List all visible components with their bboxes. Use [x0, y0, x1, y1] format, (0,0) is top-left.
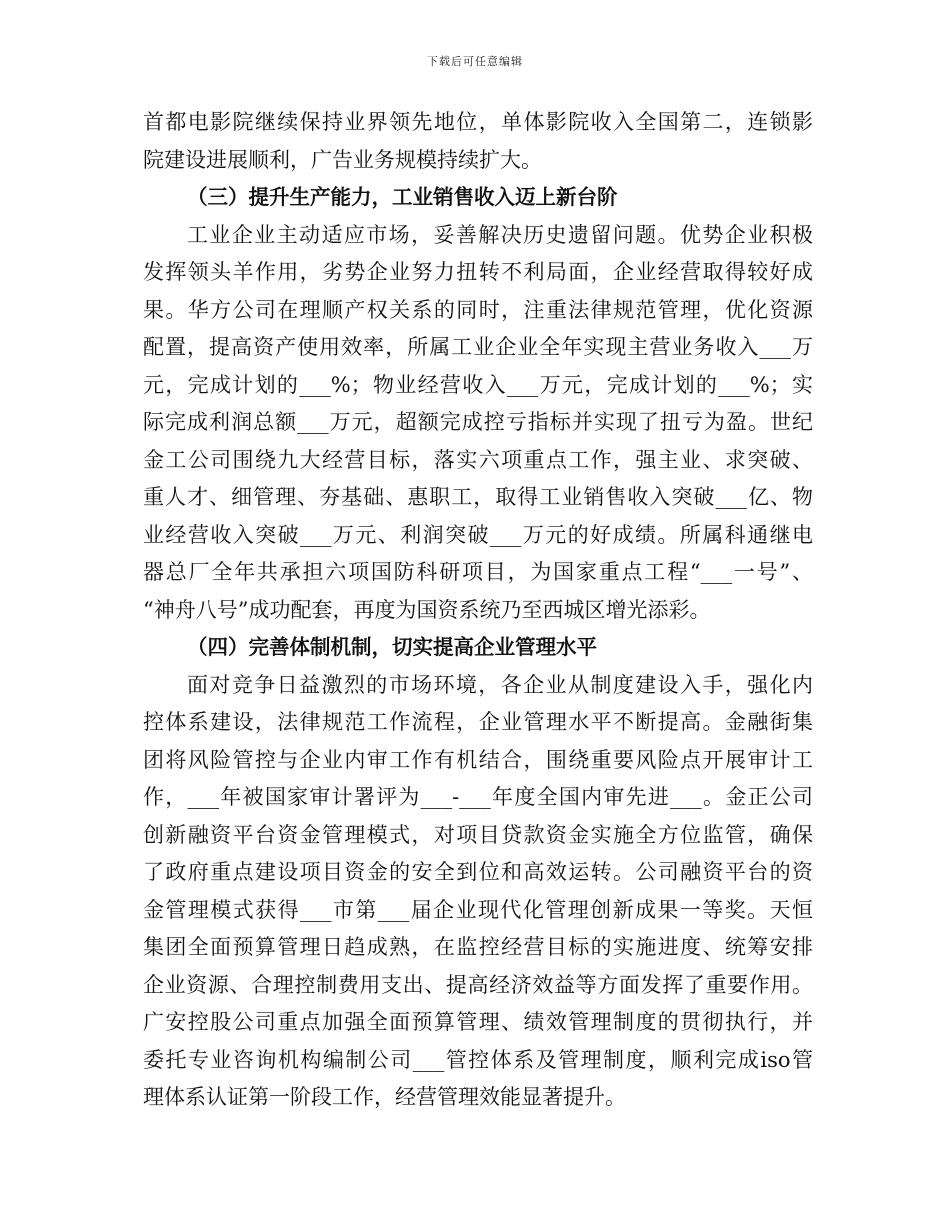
body-line: 元，完成计划的___%；物业经营收入___万元，完成计划的___%；实 — [143, 372, 813, 397]
body-line: 控体系建设，法律规范工作流程，企业管理水平不断提高。金融街集 — [143, 710, 813, 734]
body-line: 金工公司围绕九大经营目标，落实六项重点工作，强主业、求突破、 — [143, 447, 813, 472]
body-line: 发挥领头羊作用，劣势企业努力扭转不利局面，企业经营取得较好成 — [143, 260, 813, 284]
body-line: 广安控股公司重点加强全面预算管理、绩效管理制度的贯彻执行，并 — [143, 1010, 813, 1034]
body-line: 首都电影院继续保持业界领先地位，单体影院收入全国第二，连锁影 — [143, 110, 813, 134]
body-line: 创新融资平台资金管理模式，对项目贷款资金实施全方位监管，确保 — [143, 822, 813, 847]
body-line: 工业企业主动适应市场，妥善解决历史遗留问题。优势企业积极 — [187, 222, 813, 247]
body-line: 作，___年被国家审计署评为___-___年度全国内审先进___。金正公司 — [143, 785, 813, 809]
body-line: 团将风险管控与企业内审工作有机结合，围绕重要风险点开展审计工 — [143, 747, 813, 772]
body-line: 器总厂全年共承担六项国防科研项目，为国家重点工程“___一号”、 — [143, 560, 813, 584]
section-heading: （三）提升生产能力，工业销售收入迈上新台阶 — [187, 185, 618, 209]
document-body — [143, 104, 813, 1117]
section-heading: （四）完善体制机制，切实提高企业管理水平 — [187, 635, 597, 659]
body-line: 配置，提高资产使用效率，所属工业企业全年实现主营业务收入___万 — [143, 335, 813, 359]
body-line: 企业资源、合理控制费用支出、提高经济效益等方面发挥了重要作用。 — [143, 972, 813, 997]
body-line: 理体系认证第一阶段工作，经营管理效能显著提升。 — [143, 1085, 626, 1109]
body-line: 院建设进展顺利，广告业务规模持续扩大。 — [143, 147, 542, 172]
body-line: 际完成利润总额___万元，超额完成控亏指标并实现了扭亏为盈。世纪 — [143, 410, 813, 434]
body-line: 面对竞争日益激烈的市场环境，各企业从制度建设入手，强化内 — [187, 672, 813, 697]
body-line: 集团全面预算管理日趋成熟，在监控经营目标的实施进度、统筹安排 — [143, 935, 813, 959]
body-line: 果。华方公司在理顺产权关系的同时，注重法律规范管理，优化资源 — [143, 297, 813, 322]
body-line: 了政府重点建设项目资金的安全到位和高效运转。公司融资平台的资 — [143, 860, 813, 884]
body-line: 重人才、细管理、夯基础、惠职工，取得工业销售收入突破___亿、物 — [143, 485, 813, 509]
body-line: 业经营收入突破___万元、利润突破___万元的好成绩。所属科通继电 — [143, 522, 813, 547]
body-line: 金管理模式获得___市第___届企业现代化管理创新成果一等奖。天恒 — [143, 897, 813, 922]
body-line: “神舟八号”成功配套，再度为国资系统乃至西城区增光添彩。 — [143, 597, 711, 622]
page-header: 下载后可任意编辑 — [427, 55, 523, 68]
body-line: 委托专业咨询机构编制公司___管控体系及管理制度，顺利完成iso管 — [143, 1047, 813, 1072]
